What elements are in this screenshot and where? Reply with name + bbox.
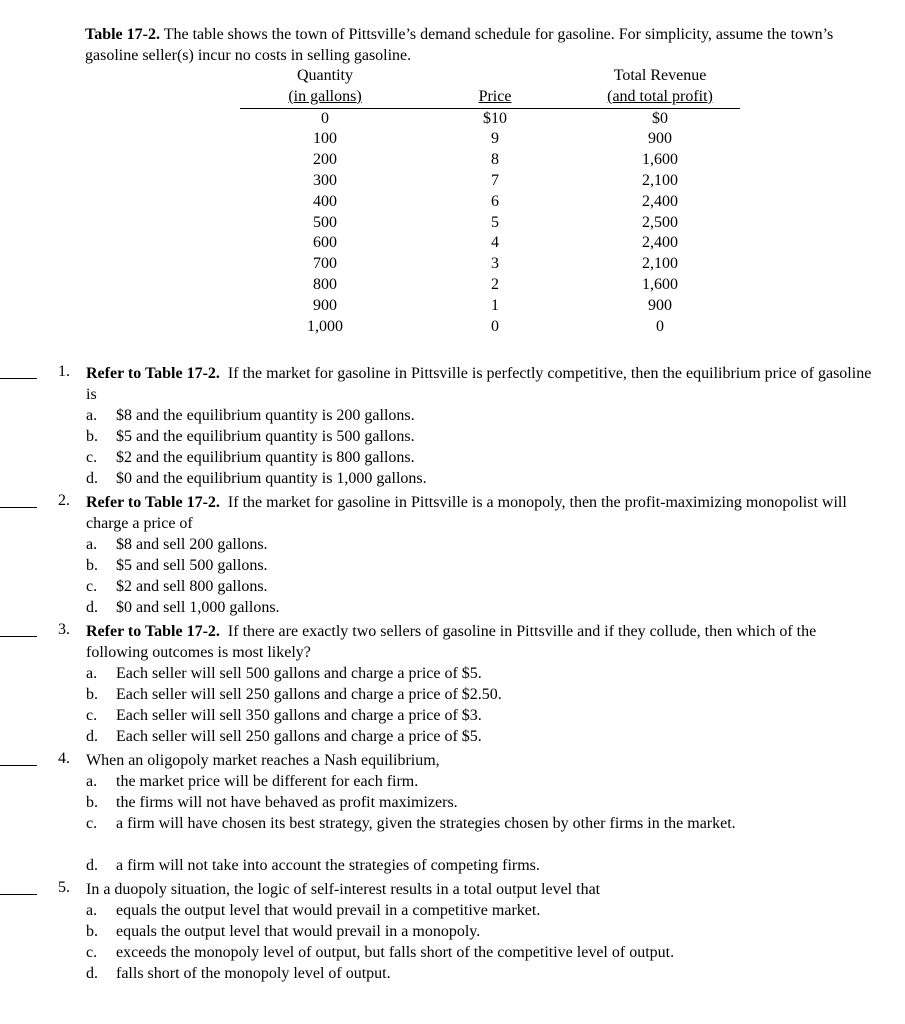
cell-price: 1 <box>491 296 499 314</box>
option-b[interactable]: b. $5 and the equilibrium quantity is 500 gallons. <box>86 428 415 445</box>
table-caption-text: The table shows the town of Pittsville’s demand schedule for gasoline. For simplicity, assume the town’s gasoline seller(s) incur no costs in selling gasoline. <box>85 26 834 64</box>
table-reference: Refer to Table 17-2. <box>86 365 220 382</box>
question-text: If the market for gasoline in Pittsville is a monopoly, then the profit-maximizing monopolist will charge a price of <box>86 494 847 532</box>
option-d[interactable]: d. $0 and sell 1,000 gallons. <box>86 599 280 616</box>
question-text: In a duopoly situation, the logic of self-interest results in a total output level that <box>86 881 601 898</box>
table-row <box>240 317 740 338</box>
option-d[interactable]: d. a firm will not take into account the strategies of competing firms. <box>86 857 540 874</box>
demand-schedule-table <box>240 66 740 337</box>
cell-revenue: 900 <box>648 130 672 148</box>
question-number: 5. <box>58 879 70 896</box>
table-caption <box>85 24 885 66</box>
question-stem <box>86 879 881 900</box>
question-text: When an oligopoly market reaches a Nash equilibrium, <box>86 752 440 769</box>
cell-revenue: 2,500 <box>642 213 678 231</box>
question-text: If the market for gasoline in Pittsville is perfectly competitive, then the equilibrium price of gasoline is <box>86 365 872 403</box>
cell-quantity: 0 <box>321 109 329 127</box>
question-number: 4. <box>58 750 70 767</box>
option-c[interactable]: c. $2 and the equilibrium quantity is 800 gallons. <box>86 449 415 466</box>
cell-revenue: 2,400 <box>642 234 678 252</box>
cell-revenue: 2,100 <box>642 171 678 189</box>
table-row <box>240 150 740 171</box>
option-c[interactable]: c. a firm will have chosen its best strategy, given the strategies chosen by other firms in the market. <box>86 815 736 832</box>
cell-price: 7 <box>491 171 499 189</box>
option-a[interactable]: a. $8 and the equilibrium quantity is 200 gallons. <box>86 407 415 424</box>
table-row <box>240 108 740 129</box>
question-number: 1. <box>58 363 70 380</box>
cell-quantity: 500 <box>313 213 337 231</box>
table-caption-label: Table 17-2. <box>85 26 160 43</box>
question-stem <box>86 621 881 663</box>
answer-blank[interactable] <box>0 507 37 508</box>
cell-revenue: 2,400 <box>642 192 678 210</box>
cell-revenue: 1,600 <box>642 151 678 169</box>
question-stem <box>86 363 881 405</box>
header-revenue-line1: Total Revenue <box>613 67 707 84</box>
cell-quantity: 600 <box>313 234 337 252</box>
answer-blank[interactable] <box>0 636 37 637</box>
cell-quantity: 200 <box>313 151 337 169</box>
question-text: If there are exactly two sellers of gasoline in Pittsville and if they collude, then which of the following outcomes is most likely? <box>86 623 817 661</box>
cell-price: 6 <box>491 192 499 210</box>
table-row <box>240 129 740 150</box>
option-a[interactable]: a. equals the output level that would prevail in a competitive market. <box>86 902 541 919</box>
option-c[interactable]: c. exceeds the monopoly level of output, but falls short of the competitive level of output. <box>86 944 675 961</box>
table-row <box>240 171 740 192</box>
option-b[interactable]: b. $5 and sell 500 gallons. <box>86 557 268 574</box>
cell-revenue: 0 <box>656 317 664 335</box>
table-row <box>240 192 740 213</box>
table-row <box>240 213 740 234</box>
option-b[interactable]: b. the firms will not have behaved as profit maximizers. <box>86 794 458 811</box>
cell-quantity: 1,000 <box>307 317 343 335</box>
option-c[interactable]: c. Each seller will sell 350 gallons and charge a price of $3. <box>86 707 482 724</box>
header-quantity-line1: Quantity <box>297 67 353 84</box>
cell-quantity: 800 <box>313 275 337 293</box>
cell-quantity: 100 <box>313 130 337 148</box>
option-a[interactable]: a. $8 and sell 200 gallons. <box>86 536 268 553</box>
option-d[interactable]: d. falls short of the monopoly level of output. <box>86 965 391 982</box>
cell-revenue: 1,600 <box>642 275 678 293</box>
cell-revenue: 2,100 <box>642 255 678 273</box>
question-number: 2. <box>58 492 70 509</box>
table-row <box>240 233 740 254</box>
table-row <box>240 296 740 317</box>
question-stem <box>86 750 881 771</box>
cell-revenue: 900 <box>648 296 672 314</box>
option-d[interactable]: d. $0 and the equilibrium quantity is 1,000 gallons. <box>86 470 427 487</box>
answer-blank[interactable] <box>0 378 37 379</box>
option-c[interactable]: c. $2 and sell 800 gallons. <box>86 578 268 595</box>
option-b[interactable]: b. Each seller will sell 250 gallons and charge a price of $2.50. <box>86 686 502 703</box>
cell-price: 3 <box>491 255 499 273</box>
cell-price: 0 <box>491 317 499 335</box>
question-stem <box>86 492 881 534</box>
table-row <box>240 254 740 275</box>
cell-price: 2 <box>491 275 499 293</box>
table-reference: Refer to Table 17-2. <box>86 623 220 640</box>
option-a[interactable]: a. Each seller will sell 500 gallons and charge a price of $5. <box>86 665 482 682</box>
cell-price: 9 <box>491 130 499 148</box>
cell-price: 5 <box>491 213 499 231</box>
table-row <box>240 275 740 296</box>
header-quantity-line2: (in gallons) <box>288 87 362 105</box>
cell-price: 4 <box>491 234 499 252</box>
cell-quantity: 300 <box>313 171 337 189</box>
option-a[interactable]: a. the market price will be different for each firm. <box>86 773 419 790</box>
option-b[interactable]: b. equals the output level that would prevail in a monopoly. <box>86 923 481 940</box>
answer-blank[interactable] <box>0 765 37 766</box>
header-revenue-line2: (and total profit) <box>607 87 713 105</box>
cell-quantity: 400 <box>313 192 337 210</box>
question-number: 3. <box>58 621 70 638</box>
cell-price: $10 <box>483 109 507 127</box>
answer-blank[interactable] <box>0 894 37 895</box>
cell-quantity: 900 <box>313 296 337 314</box>
cell-quantity: 700 <box>313 255 337 273</box>
cell-revenue: $0 <box>652 109 668 127</box>
table-reference: Refer to Table 17-2. <box>86 494 220 511</box>
cell-price: 8 <box>491 151 499 169</box>
option-d[interactable]: d. Each seller will sell 250 gallons and charge a price of $5. <box>86 728 482 745</box>
header-price: Price <box>478 87 512 105</box>
